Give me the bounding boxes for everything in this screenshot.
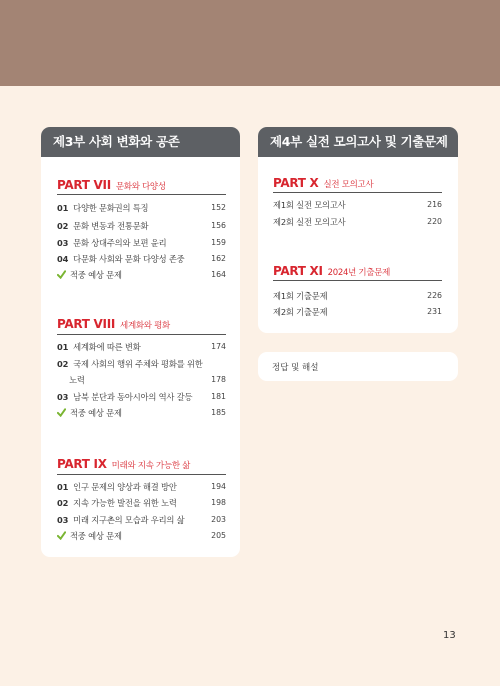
part9-rule xyxy=(57,474,226,475)
toc-page: 198 xyxy=(211,498,226,507)
toc-page: 220 xyxy=(427,217,442,226)
toc-page: 231 xyxy=(427,307,442,316)
toc-entry[interactable]: 01 다양한 문화권의 특징 xyxy=(57,203,149,213)
toc-entry[interactable]: 02 국제 사회의 행위 주체와 평화를 위한 xyxy=(57,359,203,369)
toc-page: 181 xyxy=(211,392,226,401)
green-check-icon xyxy=(57,408,66,417)
part10-rule xyxy=(273,192,442,193)
toc-entry[interactable]: 제2회 실전 모의고사 xyxy=(273,217,346,227)
part4-header: 제4부 실전 모의고사 및 기출문제 xyxy=(258,127,458,157)
part8-rule xyxy=(57,334,226,335)
toc-entry[interactable]: 제1회 실전 모의고사 xyxy=(273,200,346,210)
top-color-band xyxy=(0,0,500,86)
page-number: 13 xyxy=(443,630,456,641)
toc-entry[interactable]: 01 인구 문제의 양상과 해결 방안 xyxy=(57,482,177,492)
toc-page: 178 xyxy=(211,375,226,384)
toc-entry-continued[interactable]: 노력 xyxy=(69,375,85,385)
toc-page: 156 xyxy=(211,221,226,230)
toc-page: 152 xyxy=(211,203,226,212)
part11-name: PART XI xyxy=(273,264,323,278)
toc-entry[interactable]: 02 문화 변동과 전통문화 xyxy=(57,221,149,231)
part8-name: PART VIII xyxy=(57,317,116,331)
part7-title xyxy=(57,178,166,192)
toc-page: 205 xyxy=(211,531,226,540)
toc-entry-practice[interactable]: 적중 예상 문제 xyxy=(57,407,122,419)
part10-title xyxy=(273,176,373,190)
toc-entry[interactable]: 04 다문화 사회와 문화 다양성 존중 xyxy=(57,254,185,264)
toc-page: 194 xyxy=(211,482,226,491)
toc-entry[interactable]: 제2회 기출문제 xyxy=(273,307,328,317)
green-check-icon xyxy=(57,270,66,279)
toc-page: 216 xyxy=(427,200,442,209)
toc-entry[interactable]: 제1회 기출문제 xyxy=(273,291,328,301)
answers-label: 정답 및 해설 xyxy=(272,363,319,373)
part9-subtitle: 미래와 지속 가능한 삶 xyxy=(111,461,191,471)
part4-panel xyxy=(258,127,458,333)
answers-link[interactable] xyxy=(258,352,458,381)
part7-rule xyxy=(57,194,226,195)
toc-entry[interactable]: 02 지속 가능한 발전을 위한 노력 xyxy=(57,498,177,508)
toc-entry-practice[interactable]: 적중 예상 문제 xyxy=(57,530,122,542)
part11-rule xyxy=(273,280,442,281)
toc-page: 174 xyxy=(211,342,226,351)
toc-entry-practice[interactable]: 적중 예상 문제 xyxy=(57,269,122,281)
toc-page: 185 xyxy=(211,408,226,417)
part3-header: 제3부 사회 변화와 공존 xyxy=(41,127,240,157)
green-check-icon xyxy=(57,531,66,540)
part9-name: PART IX xyxy=(57,457,107,471)
toc-entry[interactable]: 01 세계화에 따른 변화 xyxy=(57,342,141,352)
toc-page: 203 xyxy=(211,515,226,524)
part11-title xyxy=(273,264,390,278)
part9-title xyxy=(57,457,190,471)
toc-page: 162 xyxy=(211,254,226,263)
part10-name: PART X xyxy=(273,176,319,190)
toc-page: 164 xyxy=(211,270,226,279)
toc-page: 226 xyxy=(427,291,442,300)
part7-subtitle: 문화와 다양성 xyxy=(115,182,166,192)
part7-name: PART VII xyxy=(57,178,111,192)
part11-subtitle: 2024년 기출문제 xyxy=(327,268,391,278)
toc-entry[interactable]: 03 문화 상대주의와 보편 윤리 xyxy=(57,238,167,248)
part10-subtitle: 실전 모의고사 xyxy=(323,180,374,190)
part8-subtitle: 세계화와 평화 xyxy=(120,321,170,331)
toc-entry[interactable]: 03 미래 지구촌의 모습과 우리의 삶 xyxy=(57,515,185,525)
toc-entry[interactable]: 03 남북 분단과 동아시아의 역사 갈등 xyxy=(57,392,193,402)
toc-page: 159 xyxy=(211,238,226,247)
part8-title xyxy=(57,317,170,331)
